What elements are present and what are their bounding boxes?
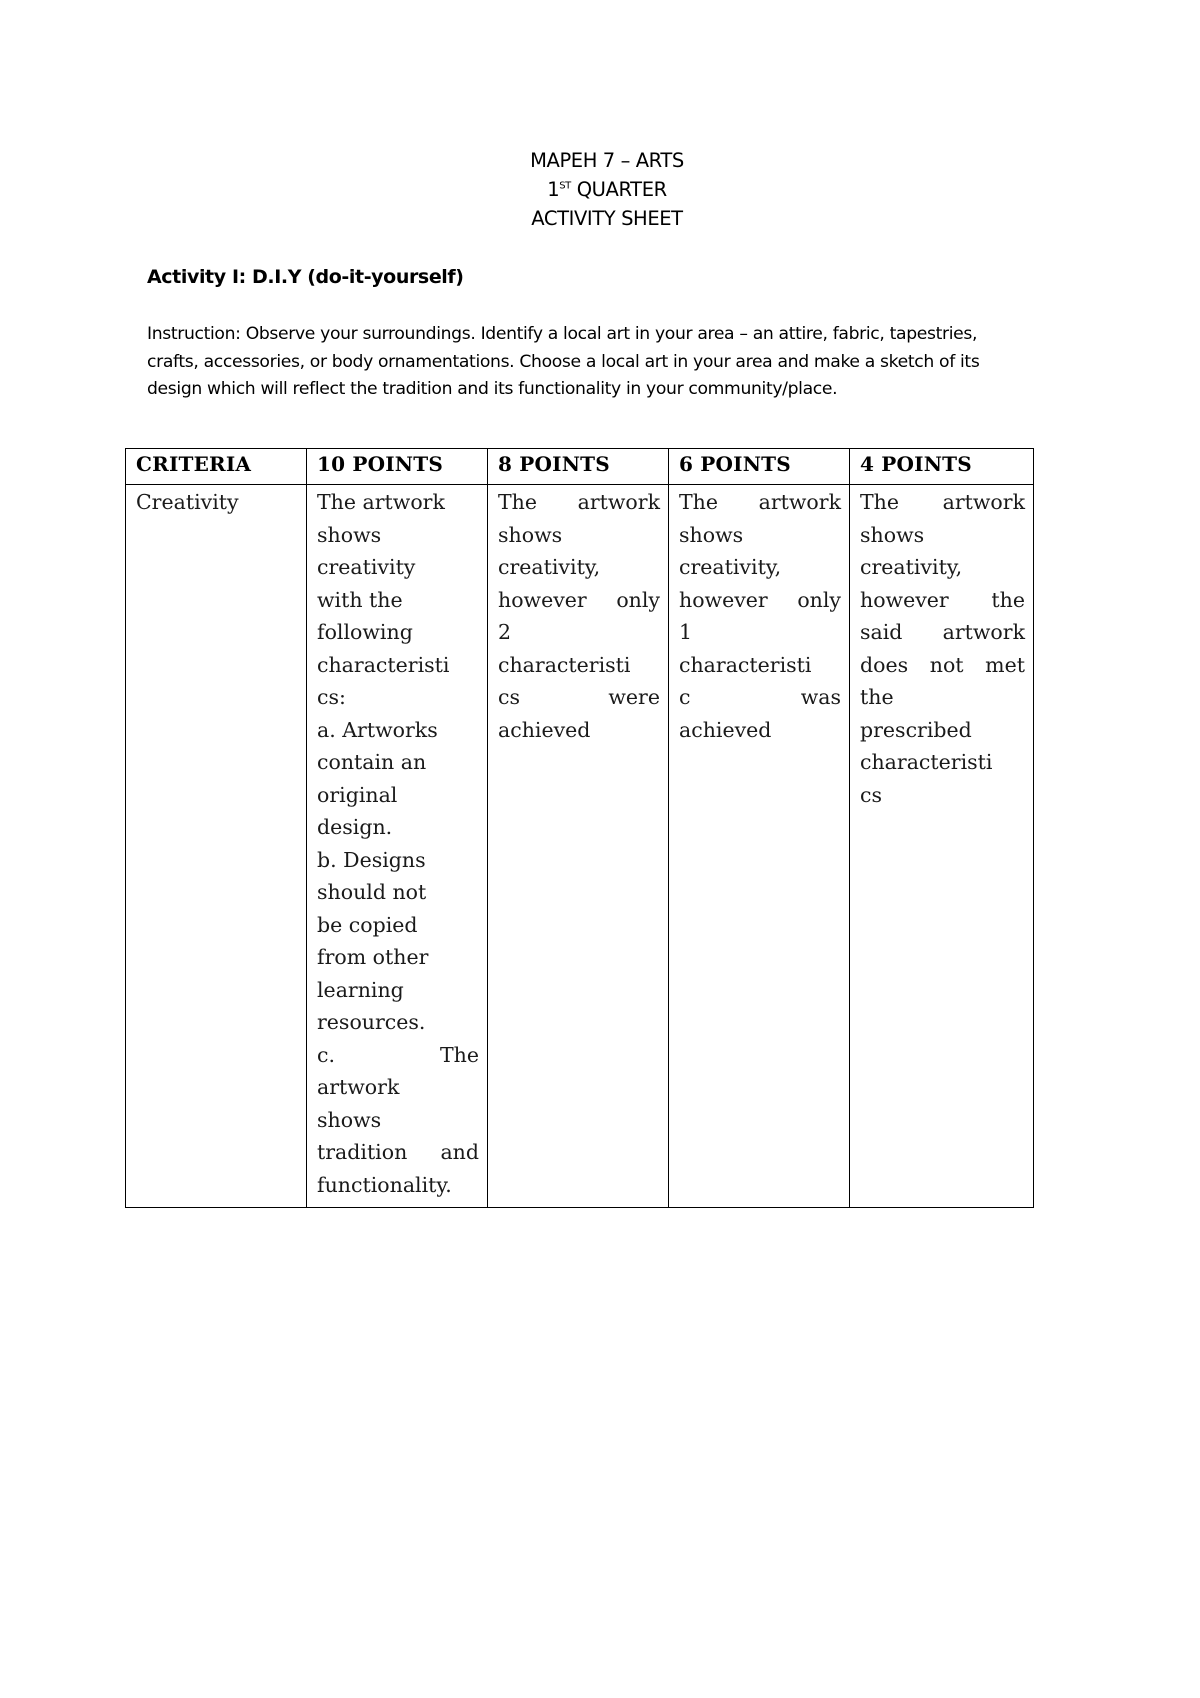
cell-line: original xyxy=(317,782,398,807)
quarter-title xyxy=(0,175,1200,204)
cell-word: artwork xyxy=(758,490,841,514)
quarter-number: 1 xyxy=(547,178,560,201)
cell-line: shows xyxy=(498,522,563,547)
cell-line: a. Artworks xyxy=(317,717,438,742)
cell-word: does xyxy=(860,652,909,677)
quarter-label: QUARTER xyxy=(570,178,667,201)
cell-word: only xyxy=(616,587,660,612)
cell-word: however xyxy=(860,587,949,612)
cell-line xyxy=(317,1136,479,1169)
cell-line: achieved xyxy=(498,717,591,742)
cell-line: shows xyxy=(317,522,382,547)
cell-line xyxy=(498,486,660,519)
rubric-header-row xyxy=(126,449,1034,485)
cell-line xyxy=(679,486,841,519)
cell-word: c. xyxy=(317,1042,335,1067)
cell-line: artwork xyxy=(317,1075,400,1099)
subject-title: MAPEH 7 – ARTS xyxy=(530,149,684,172)
header-4-points: 4 POINTS xyxy=(850,449,1034,485)
cell-4-points xyxy=(850,485,1034,1208)
header-10-points: 10 POINTS xyxy=(307,449,488,485)
cell-word: The xyxy=(860,490,900,514)
cell-line: from other xyxy=(317,945,429,969)
cell-line xyxy=(498,584,660,617)
quarter-superscript: ST xyxy=(559,180,571,192)
cell-line: achieved xyxy=(679,717,772,742)
cell-word: cs xyxy=(498,685,521,709)
cell-line: characteristi xyxy=(679,652,812,677)
cell-line: shows xyxy=(679,522,744,547)
cell-line: The artwork xyxy=(317,490,445,514)
instruction-line: Instruction: Observe your surroundings. Identify a local art in your area – an attire, fabric, tapestries, xyxy=(147,324,978,344)
cell-word: not xyxy=(929,652,964,677)
cell-line: prescribed xyxy=(860,717,972,742)
instruction-line: design which will reflect the tradition and its functionality in your community/place. xyxy=(147,379,838,399)
cell-line: be copied xyxy=(317,912,418,937)
cell-line: creativity, xyxy=(679,555,782,579)
cell-line: resources. xyxy=(317,1010,426,1034)
header-6-points: 6 POINTS xyxy=(669,449,850,485)
cell-line: following xyxy=(317,620,413,644)
cell-line xyxy=(498,681,660,714)
instruction-line: crafts, accessories, or body ornamentations. Choose a local art in your area and make a sketch of its xyxy=(147,351,980,372)
cell-line xyxy=(679,681,841,714)
cell-word: only xyxy=(797,587,841,612)
instruction-paragraph xyxy=(147,321,1067,404)
cell-line: cs: xyxy=(317,685,346,709)
rubric-table xyxy=(125,448,1034,1208)
cell-line: contain an xyxy=(317,750,427,774)
cell-line: with the xyxy=(317,587,403,612)
cell-line: characteristi xyxy=(498,652,631,677)
cell-line xyxy=(317,1039,479,1072)
criteria-cell xyxy=(126,485,307,1208)
cell-word: tradition xyxy=(317,1140,408,1164)
criteria-name: Creativity xyxy=(136,490,239,514)
cell-line xyxy=(860,486,1025,519)
cell-line xyxy=(860,584,1025,617)
cell-line: 2 xyxy=(498,620,512,644)
cell-word: and xyxy=(440,1140,479,1164)
cell-word: said xyxy=(860,620,903,644)
cell-line xyxy=(860,649,1025,682)
cell-8-points xyxy=(488,485,669,1208)
cell-word: artwork xyxy=(942,620,1025,644)
header-8-points: 8 POINTS xyxy=(488,449,669,485)
cell-word: were xyxy=(608,685,660,709)
header-criteria: CRITERIA xyxy=(126,449,307,485)
cell-line: should not xyxy=(317,880,427,904)
document-header xyxy=(0,146,1200,233)
cell-word: however xyxy=(679,587,768,612)
cell-line: design. xyxy=(317,815,393,839)
cell-line: shows xyxy=(317,1107,382,1132)
cell-word: the xyxy=(991,587,1025,612)
cell-word: however xyxy=(498,587,587,612)
cell-word: c xyxy=(679,685,691,709)
cell-line: 1 xyxy=(679,620,693,644)
cell-line: creativity, xyxy=(498,555,601,579)
cell-word: The xyxy=(679,490,719,514)
rubric-row-creativity xyxy=(126,485,1034,1208)
cell-word: The xyxy=(439,1042,479,1067)
cell-10-points xyxy=(307,485,488,1208)
cell-6-points xyxy=(669,485,850,1208)
cell-line: creativity, xyxy=(860,555,963,579)
cell-word: met xyxy=(985,652,1025,677)
cell-line xyxy=(860,616,1025,649)
cell-line: cs xyxy=(860,782,883,807)
cell-line: shows xyxy=(860,522,925,547)
cell-line xyxy=(679,584,841,617)
cell-line: b. Designs xyxy=(317,847,426,872)
cell-word: The xyxy=(498,490,538,514)
cell-word: artwork xyxy=(577,490,660,514)
activity-title: Activity I: D.I.Y (do-it-yourself) xyxy=(147,266,464,288)
cell-line: creativity xyxy=(317,555,416,579)
cell-word: was xyxy=(800,685,841,709)
cell-line: characteristi xyxy=(317,652,450,677)
sheet-title: ACTIVITY SHEET xyxy=(531,207,683,230)
cell-word: artwork xyxy=(942,490,1025,514)
cell-line: characteristi xyxy=(860,750,993,774)
cell-line: functionality. xyxy=(317,1172,452,1197)
cell-line: learning xyxy=(317,977,404,1002)
cell-line: the xyxy=(860,685,894,709)
